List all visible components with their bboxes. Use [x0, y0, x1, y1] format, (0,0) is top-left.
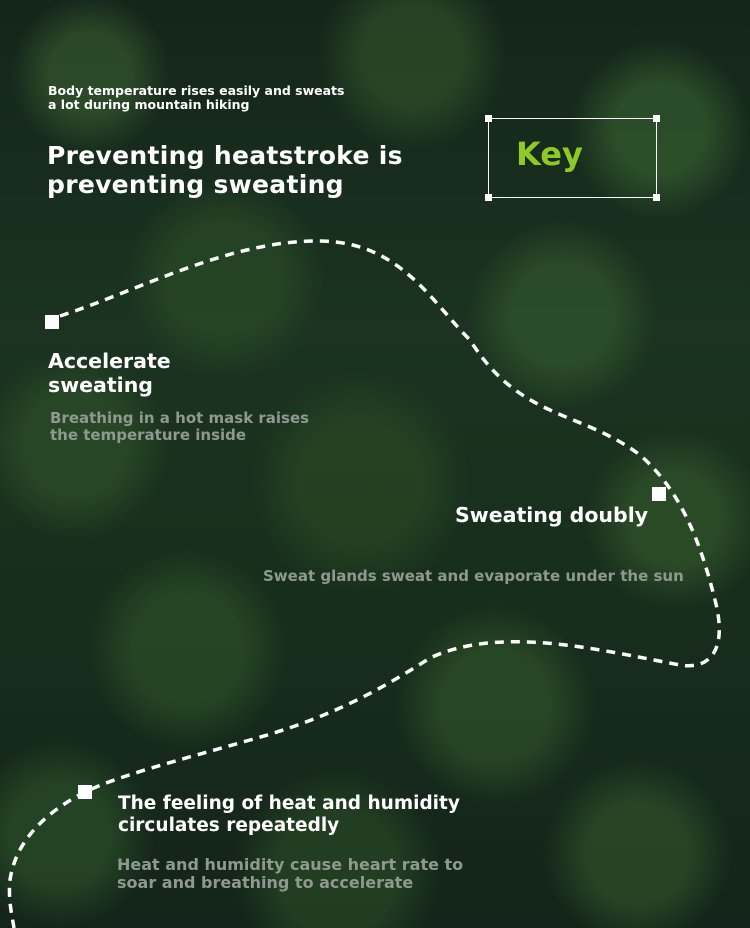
key-frame — [488, 118, 657, 198]
step-2-heading: Sweating doubly — [455, 503, 649, 527]
step-1-description: Breathing in a hot mask raises the temperature inside — [50, 409, 310, 444]
key-label: Key — [516, 135, 583, 173]
frame-corner — [653, 194, 660, 201]
step-marker-3 — [78, 785, 92, 799]
step-3-heading: The feeling of heat and humidity circulates repeatedly — [118, 793, 460, 836]
frame-corner — [653, 115, 660, 122]
frame-corner — [485, 194, 492, 201]
step-marker-2 — [652, 487, 666, 501]
page-title: Preventing heatstroke is preventing sweating — [47, 141, 403, 199]
step-marker-1 — [45, 315, 59, 329]
step-1-heading: Accelerate sweating — [48, 349, 171, 397]
step-3-description: Heat and humidity cause heart rate to soar and breathing to accelerate — [117, 855, 464, 892]
intro-subtitle: Body temperature rises easily and sweats a lot during mountain hiking — [48, 83, 345, 112]
frame-corner — [485, 115, 492, 122]
step-2-description: Sweat glands sweat and evaporate under the sun — [263, 567, 684, 585]
